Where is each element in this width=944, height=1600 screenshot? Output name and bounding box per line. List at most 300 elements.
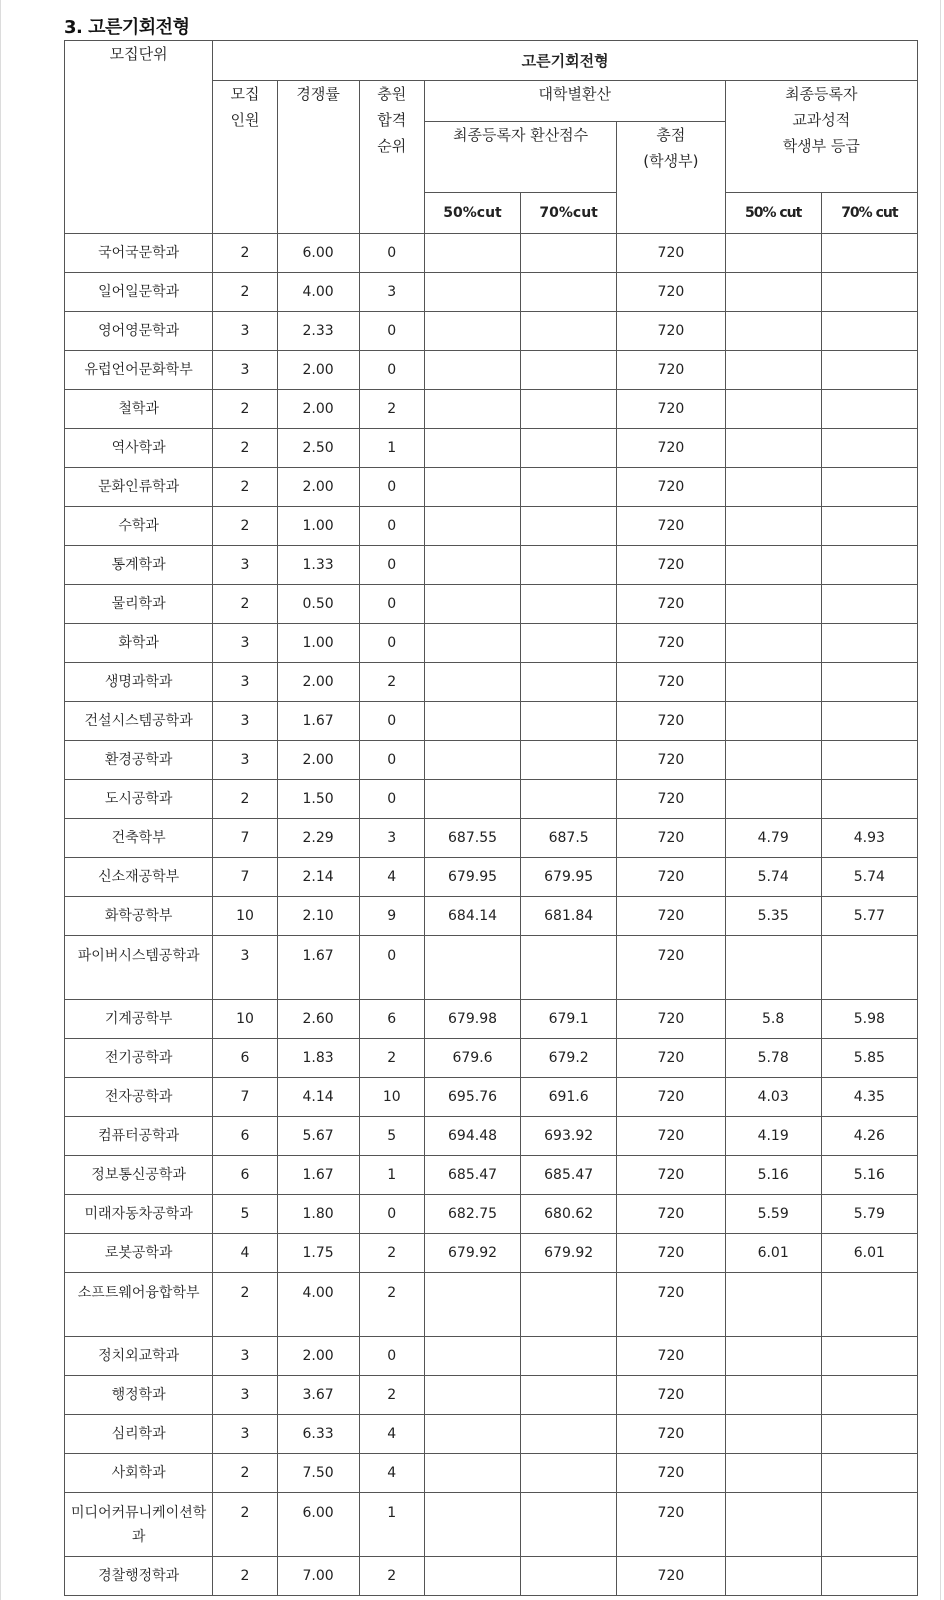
quota-cell: 3: [213, 624, 277, 663]
grade-50cut-cell: [725, 1454, 821, 1493]
ratio-cell: 1.67: [277, 1156, 359, 1195]
score-70cut-cell: [521, 273, 617, 312]
dept-cell: 경찰행정학과: [65, 1557, 213, 1596]
score-70cut-cell: 679.2: [521, 1039, 617, 1078]
total-cell: 720: [617, 1557, 725, 1596]
grade-50cut-cell: [725, 936, 821, 1000]
dept-cell: 화학공학부: [65, 897, 213, 936]
ratio-cell: 3.67: [277, 1376, 359, 1415]
table-row: [65, 780, 918, 819]
grade-50cut-cell: 6.01: [725, 1234, 821, 1273]
grade-50cut-cell: [725, 312, 821, 351]
rank-cell: 3: [359, 819, 424, 858]
score-50cut-cell: 695.76: [424, 1078, 520, 1117]
quota-cell: 2: [213, 468, 277, 507]
grade-70cut-cell: 4.35: [821, 1078, 917, 1117]
grade-50cut-cell: [725, 234, 821, 273]
grade-50cut-cell: [725, 273, 821, 312]
table-row: [65, 936, 918, 1000]
grade-70cut-cell: [821, 429, 917, 468]
score-50cut-cell: [424, 702, 520, 741]
rank-cell: 4: [359, 1415, 424, 1454]
grade-50cut-cell: [725, 1415, 821, 1454]
ratio-cell: 7.00: [277, 1557, 359, 1596]
header-score-50cut: 50%cut: [424, 193, 520, 234]
rank-cell: 10: [359, 1078, 424, 1117]
grade-70cut-cell: 4.26: [821, 1117, 917, 1156]
score-70cut-cell: 679.95: [521, 858, 617, 897]
score-50cut-cell: [424, 1557, 520, 1596]
table-row: [65, 1117, 918, 1156]
rank-cell: 6: [359, 1000, 424, 1039]
score-70cut-cell: [521, 936, 617, 1000]
table-row: [65, 312, 918, 351]
grade-70cut-cell: 5.85: [821, 1039, 917, 1078]
header-waitlist: 충원 합격 순위: [359, 81, 424, 234]
score-50cut-cell: 679.98: [424, 1000, 520, 1039]
dept-cell: 미디어커뮤니케이션학과: [65, 1493, 213, 1557]
score-50cut-cell: [424, 390, 520, 429]
quota-cell: 3: [213, 936, 277, 1000]
grade-70cut-cell: 6.01: [821, 1234, 917, 1273]
total-cell: 720: [617, 897, 725, 936]
table-row: [65, 1039, 918, 1078]
score-70cut-cell: [521, 1273, 617, 1337]
quota-cell: 2: [213, 1273, 277, 1337]
dept-cell: 물리학과: [65, 585, 213, 624]
ratio-cell: 5.67: [277, 1117, 359, 1156]
ratio-cell: 1.75: [277, 1234, 359, 1273]
grade-70cut-cell: [821, 936, 917, 1000]
rank-cell: 0: [359, 1195, 424, 1234]
grade-50cut-cell: [725, 429, 821, 468]
grade-50cut-cell: [725, 546, 821, 585]
score-70cut-cell: 687.5: [521, 819, 617, 858]
page-right-border: [940, 0, 941, 1600]
rank-cell: 0: [359, 468, 424, 507]
score-50cut-cell: [424, 429, 520, 468]
total-cell: 720: [617, 1337, 725, 1376]
grade-70cut-cell: [821, 780, 917, 819]
score-50cut-cell: [424, 780, 520, 819]
score-70cut-cell: [521, 507, 617, 546]
table-row: [65, 351, 918, 390]
score-50cut-cell: [424, 1376, 520, 1415]
grade-50cut-cell: 5.59: [725, 1195, 821, 1234]
quota-cell: 4: [213, 1234, 277, 1273]
total-cell: 720: [617, 1415, 725, 1454]
grade-70cut-cell: [821, 702, 917, 741]
score-50cut-cell: [424, 1273, 520, 1337]
grade-50cut-cell: 5.16: [725, 1156, 821, 1195]
grade-70cut-cell: 5.16: [821, 1156, 917, 1195]
grade-50cut-cell: 4.19: [725, 1117, 821, 1156]
quota-cell: 6: [213, 1156, 277, 1195]
score-50cut-cell: 682.75: [424, 1195, 520, 1234]
score-50cut-cell: 679.6: [424, 1039, 520, 1078]
rank-cell: 0: [359, 546, 424, 585]
dept-cell: 전기공학과: [65, 1039, 213, 1078]
dept-cell: 영어영문학과: [65, 312, 213, 351]
ratio-cell: 2.29: [277, 819, 359, 858]
grade-50cut-cell: [725, 468, 821, 507]
table-row: [65, 429, 918, 468]
total-cell: 720: [617, 1195, 725, 1234]
grade-50cut-cell: [725, 390, 821, 429]
score-50cut-cell: [424, 273, 520, 312]
dept-cell: 건축학부: [65, 819, 213, 858]
grade-50cut-cell: 5.8: [725, 1000, 821, 1039]
grade-70cut-cell: [821, 312, 917, 351]
total-cell: 720: [617, 1376, 725, 1415]
ratio-cell: 6.33: [277, 1415, 359, 1454]
total-cell: 720: [617, 819, 725, 858]
ratio-cell: 2.00: [277, 741, 359, 780]
grade-70cut-cell: [821, 507, 917, 546]
admissions-table: [64, 40, 918, 1596]
rank-cell: 4: [359, 1454, 424, 1493]
dept-cell: 전자공학과: [65, 1078, 213, 1117]
score-50cut-cell: [424, 741, 520, 780]
quota-cell: 7: [213, 858, 277, 897]
header-unit: 모집단위: [65, 41, 213, 234]
ratio-cell: 2.00: [277, 468, 359, 507]
score-70cut-cell: [521, 468, 617, 507]
score-70cut-cell: 679.1: [521, 1000, 617, 1039]
quota-cell: 2: [213, 585, 277, 624]
score-50cut-cell: [424, 234, 520, 273]
table-row: [65, 1078, 918, 1117]
rank-cell: 2: [359, 1273, 424, 1337]
rank-cell: 0: [359, 507, 424, 546]
total-cell: 720: [617, 1493, 725, 1557]
score-50cut-cell: 679.95: [424, 858, 520, 897]
total-cell: 720: [617, 234, 725, 273]
ratio-cell: 2.33: [277, 312, 359, 351]
ratio-cell: 2.00: [277, 390, 359, 429]
grade-50cut-cell: 5.78: [725, 1039, 821, 1078]
table-row: [65, 273, 918, 312]
dept-cell: 로봇공학과: [65, 1234, 213, 1273]
score-70cut-cell: [521, 1493, 617, 1557]
score-70cut-cell: 679.92: [521, 1234, 617, 1273]
grade-70cut-cell: 5.74: [821, 858, 917, 897]
score-50cut-cell: 679.92: [424, 1234, 520, 1273]
grade-70cut-cell: [821, 1337, 917, 1376]
grade-70cut-cell: 5.77: [821, 897, 917, 936]
rank-cell: 2: [359, 390, 424, 429]
grade-70cut-cell: 5.98: [821, 1000, 917, 1039]
grade-70cut-cell: [821, 390, 917, 429]
grade-70cut-cell: 4.93: [821, 819, 917, 858]
score-70cut-cell: [521, 1337, 617, 1376]
ratio-cell: 2.00: [277, 663, 359, 702]
score-50cut-cell: [424, 1454, 520, 1493]
table-row: [65, 702, 918, 741]
score-70cut-cell: 691.6: [521, 1078, 617, 1117]
header-quota: 모집 인원: [213, 81, 277, 234]
total-cell: 720: [617, 1273, 725, 1337]
table-row: [65, 1156, 918, 1195]
ratio-cell: 6.00: [277, 1493, 359, 1557]
table-row: [65, 624, 918, 663]
table-row: [65, 741, 918, 780]
score-70cut-cell: [521, 234, 617, 273]
total-cell: 720: [617, 312, 725, 351]
quota-cell: 3: [213, 741, 277, 780]
header-score-70cut: 70%cut: [521, 193, 617, 234]
score-70cut-cell: [521, 1454, 617, 1493]
grade-70cut-cell: [821, 273, 917, 312]
grade-70cut-cell: [821, 546, 917, 585]
grade-50cut-cell: [725, 351, 821, 390]
rank-cell: 0: [359, 351, 424, 390]
total-cell: 720: [617, 585, 725, 624]
rank-cell: 2: [359, 1557, 424, 1596]
grade-70cut-cell: [821, 741, 917, 780]
table-row: [65, 1415, 918, 1454]
table-row: [65, 1195, 918, 1234]
score-70cut-cell: [521, 702, 617, 741]
total-cell: 720: [617, 1039, 725, 1078]
header-grade-70cut: 70% cut: [821, 193, 917, 234]
score-50cut-cell: [424, 507, 520, 546]
grade-70cut-cell: [821, 663, 917, 702]
grade-50cut-cell: [725, 663, 821, 702]
header-grade-50cut: 50% cut: [725, 193, 821, 234]
header-total: 총점 (학생부): [617, 122, 725, 234]
table-row: [65, 1337, 918, 1376]
quota-cell: 3: [213, 1376, 277, 1415]
quota-cell: 2: [213, 507, 277, 546]
dept-cell: 수학과: [65, 507, 213, 546]
table-row: [65, 390, 918, 429]
ratio-cell: 2.00: [277, 351, 359, 390]
rank-cell: 2: [359, 1376, 424, 1415]
dept-cell: 기계공학부: [65, 1000, 213, 1039]
score-70cut-cell: 681.84: [521, 897, 617, 936]
grade-70cut-cell: [821, 1376, 917, 1415]
dept-cell: 국어국문학과: [65, 234, 213, 273]
total-cell: 720: [617, 546, 725, 585]
score-70cut-cell: [521, 1376, 617, 1415]
total-cell: 720: [617, 1454, 725, 1493]
quota-cell: 2: [213, 780, 277, 819]
section-title: 3. 고른기회전형: [64, 17, 190, 38]
page-left-border: [0, 0, 1, 1600]
rank-cell: 2: [359, 663, 424, 702]
dept-cell: 화학과: [65, 624, 213, 663]
score-50cut-cell: 684.14: [424, 897, 520, 936]
quota-cell: 3: [213, 312, 277, 351]
ratio-cell: 2.60: [277, 1000, 359, 1039]
rank-cell: 0: [359, 234, 424, 273]
score-50cut-cell: [424, 468, 520, 507]
score-70cut-cell: [521, 312, 617, 351]
ratio-cell: 6.00: [277, 234, 359, 273]
dept-cell: 사회학과: [65, 1454, 213, 1493]
ratio-cell: 1.83: [277, 1039, 359, 1078]
rank-cell: 0: [359, 936, 424, 1000]
quota-cell: 6: [213, 1117, 277, 1156]
dept-cell: 문화인류학과: [65, 468, 213, 507]
rank-cell: 4: [359, 858, 424, 897]
grade-50cut-cell: [725, 585, 821, 624]
ratio-cell: 1.67: [277, 702, 359, 741]
table-row: [65, 507, 918, 546]
table-row: [65, 585, 918, 624]
ratio-cell: 2.14: [277, 858, 359, 897]
total-cell: 720: [617, 468, 725, 507]
ratio-cell: 1.00: [277, 507, 359, 546]
dept-cell: 생명과학과: [65, 663, 213, 702]
rank-cell: 5: [359, 1117, 424, 1156]
score-70cut-cell: [521, 663, 617, 702]
total-cell: 720: [617, 624, 725, 663]
score-50cut-cell: [424, 1493, 520, 1557]
score-70cut-cell: [521, 585, 617, 624]
score-50cut-cell: 694.48: [424, 1117, 520, 1156]
table-row: [65, 1273, 918, 1337]
grade-50cut-cell: [725, 702, 821, 741]
table-row: [65, 1454, 918, 1493]
score-50cut-cell: [424, 585, 520, 624]
grade-70cut-cell: [821, 1415, 917, 1454]
grade-50cut-cell: [725, 1273, 821, 1337]
quota-cell: 10: [213, 897, 277, 936]
ratio-cell: 1.00: [277, 624, 359, 663]
score-50cut-cell: [424, 351, 520, 390]
grade-50cut-cell: 5.35: [725, 897, 821, 936]
dept-cell: 환경공학과: [65, 741, 213, 780]
ratio-cell: 4.00: [277, 1273, 359, 1337]
score-50cut-cell: [424, 936, 520, 1000]
ratio-cell: 4.00: [277, 273, 359, 312]
score-50cut-cell: [424, 663, 520, 702]
table-row: [65, 1493, 918, 1557]
dept-cell: 통계학과: [65, 546, 213, 585]
grade-70cut-cell: [821, 624, 917, 663]
quota-cell: 2: [213, 273, 277, 312]
header-track: 고른기회전형: [213, 41, 918, 81]
score-70cut-cell: [521, 546, 617, 585]
header-competition: 경쟁률: [277, 81, 359, 234]
table-row: [65, 1557, 918, 1596]
dept-cell: 파이버시스템공학과: [65, 936, 213, 1000]
total-cell: 720: [617, 1117, 725, 1156]
total-cell: 720: [617, 1156, 725, 1195]
rank-cell: 0: [359, 741, 424, 780]
dept-cell: 일어일문학과: [65, 273, 213, 312]
score-50cut-cell: 687.55: [424, 819, 520, 858]
grade-50cut-cell: [725, 1337, 821, 1376]
table-row: [65, 897, 918, 936]
total-cell: 720: [617, 273, 725, 312]
score-70cut-cell: [521, 780, 617, 819]
table-row: [65, 234, 918, 273]
quota-cell: 3: [213, 1415, 277, 1454]
dept-cell: 소프트웨어융합학부: [65, 1273, 213, 1337]
table-row: [65, 663, 918, 702]
total-cell: 720: [617, 351, 725, 390]
dept-cell: 행정학과: [65, 1376, 213, 1415]
score-50cut-cell: [424, 1337, 520, 1376]
dept-cell: 역사학과: [65, 429, 213, 468]
ratio-cell: 0.50: [277, 585, 359, 624]
grade-50cut-cell: 4.03: [725, 1078, 821, 1117]
quota-cell: 7: [213, 1078, 277, 1117]
dept-cell: 철학과: [65, 390, 213, 429]
dept-cell: 유럽언어문화학부: [65, 351, 213, 390]
total-cell: 720: [617, 702, 725, 741]
rank-cell: 0: [359, 1337, 424, 1376]
header-final-score: 최종등록자 환산점수: [424, 122, 616, 193]
dept-cell: 미래자동차공학과: [65, 1195, 213, 1234]
table-row: [65, 1234, 918, 1273]
grade-50cut-cell: [725, 1557, 821, 1596]
ratio-cell: 1.67: [277, 936, 359, 1000]
quota-cell: 7: [213, 819, 277, 858]
table-row: [65, 1376, 918, 1415]
ratio-cell: 4.14: [277, 1078, 359, 1117]
score-70cut-cell: [521, 624, 617, 663]
score-70cut-cell: [521, 390, 617, 429]
rank-cell: 9: [359, 897, 424, 936]
rank-cell: 1: [359, 1493, 424, 1557]
quota-cell: 2: [213, 390, 277, 429]
quota-cell: 5: [213, 1195, 277, 1234]
table-row: [65, 858, 918, 897]
total-cell: 720: [617, 390, 725, 429]
score-70cut-cell: [521, 351, 617, 390]
rank-cell: 1: [359, 429, 424, 468]
ratio-cell: 1.50: [277, 780, 359, 819]
header-final-grade: 최종등록자 교과성적 학생부 등급: [725, 81, 917, 193]
total-cell: 720: [617, 858, 725, 897]
rank-cell: 0: [359, 312, 424, 351]
total-cell: 720: [617, 663, 725, 702]
grade-50cut-cell: [725, 780, 821, 819]
dept-cell: 컴퓨터공학과: [65, 1117, 213, 1156]
score-70cut-cell: 693.92: [521, 1117, 617, 1156]
table-row: [65, 468, 918, 507]
grade-70cut-cell: [821, 1454, 917, 1493]
grade-70cut-cell: [821, 1557, 917, 1596]
score-70cut-cell: [521, 1557, 617, 1596]
grade-50cut-cell: [725, 1493, 821, 1557]
total-cell: 720: [617, 429, 725, 468]
quota-cell: 2: [213, 1557, 277, 1596]
ratio-cell: 2.50: [277, 429, 359, 468]
table-row: [65, 819, 918, 858]
table-row: [65, 1000, 918, 1039]
dept-cell: 도시공학과: [65, 780, 213, 819]
score-50cut-cell: [424, 546, 520, 585]
total-cell: 720: [617, 780, 725, 819]
grade-50cut-cell: [725, 1376, 821, 1415]
grade-70cut-cell: [821, 585, 917, 624]
score-70cut-cell: [521, 1415, 617, 1454]
rank-cell: 0: [359, 585, 424, 624]
ratio-cell: 2.00: [277, 1337, 359, 1376]
table-row: [65, 546, 918, 585]
header-univ-conversion: 대학별환산: [424, 81, 725, 122]
total-cell: 720: [617, 741, 725, 780]
total-cell: 720: [617, 1000, 725, 1039]
score-70cut-cell: [521, 429, 617, 468]
grade-50cut-cell: 4.79: [725, 819, 821, 858]
grade-50cut-cell: 5.74: [725, 858, 821, 897]
